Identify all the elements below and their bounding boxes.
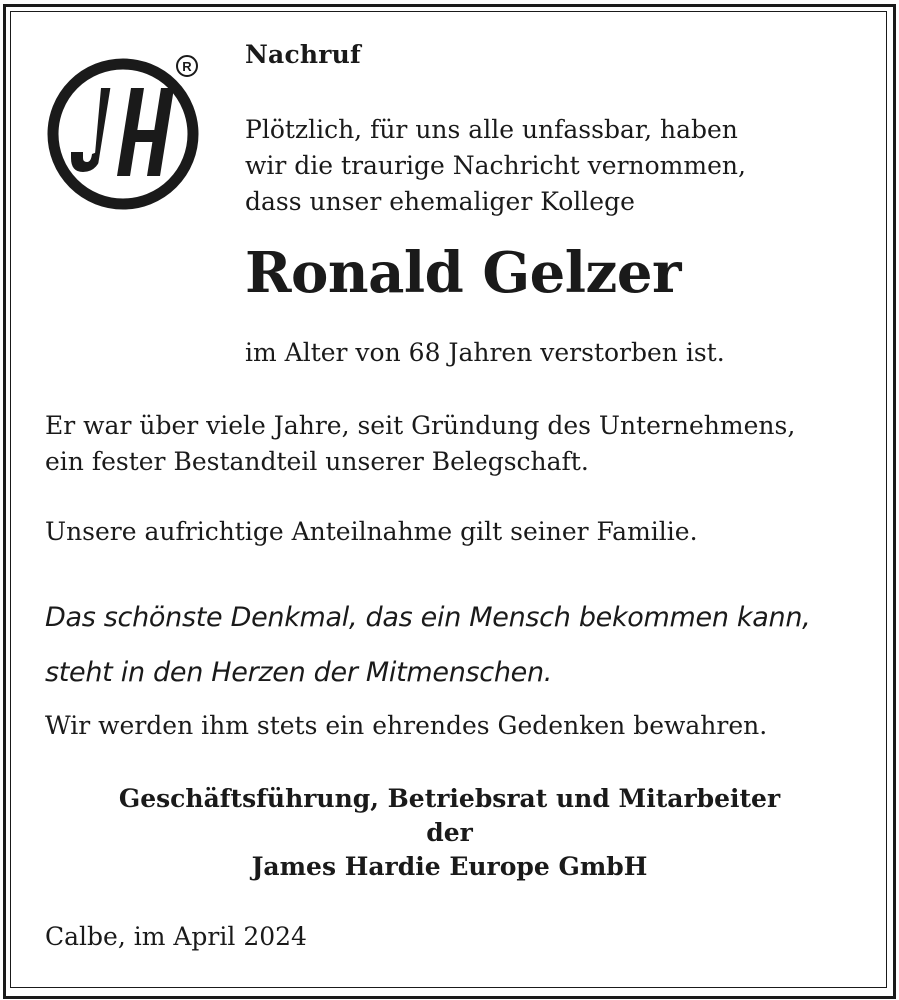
paragraph-condolence: Unsere aufrichtige Anteilnahme gilt seiner Familie. [45, 517, 698, 546]
paragraph-line: ein fester Bestandteil unserer Belegschaft. [45, 447, 589, 476]
svg-text:R: R [182, 59, 192, 74]
intro-line: Plötzlich, für uns alle unfassbar, haben [245, 115, 738, 144]
intro-line: dass unser ehemaliger Kollege [245, 187, 635, 216]
heading-nachruf: Nachruf [245, 40, 361, 69]
deceased-name: Ronald Gelzer [245, 240, 681, 306]
signature-block [0, 782, 899, 884]
quote-line: steht in den Herzen der Mitmenschen. [45, 657, 553, 688]
paragraph-line: Er war über viele Jahre, seit Gründung des Unternehmens, [45, 411, 796, 440]
registered-mark-icon [175, 54, 199, 78]
quote-line: Das schönste Denkmal, das ein Mensch bekommen kann, [45, 602, 811, 633]
paragraph-tenure [45, 408, 795, 480]
intro-line: wir die traurige Nachricht vernommen, [245, 151, 746, 180]
signature-line: James Hardie Europe GmbH [251, 852, 648, 881]
intro-text [245, 112, 746, 220]
paragraph-remembrance: Wir werden ihm stets ein ehrendes Gedenken bewahren. [45, 711, 768, 740]
memorial-quote [45, 590, 810, 700]
signature-line: der [426, 818, 473, 847]
place-date: Calbe, im April 2024 [45, 922, 307, 951]
jh-logo-icon [45, 54, 205, 214]
company-logo [45, 54, 205, 214]
age-line: im Alter von 68 Jahren verstorben ist. [245, 338, 725, 367]
signature-line: Geschäftsführung, Betriebsrat und Mitarbeiter [118, 784, 781, 813]
